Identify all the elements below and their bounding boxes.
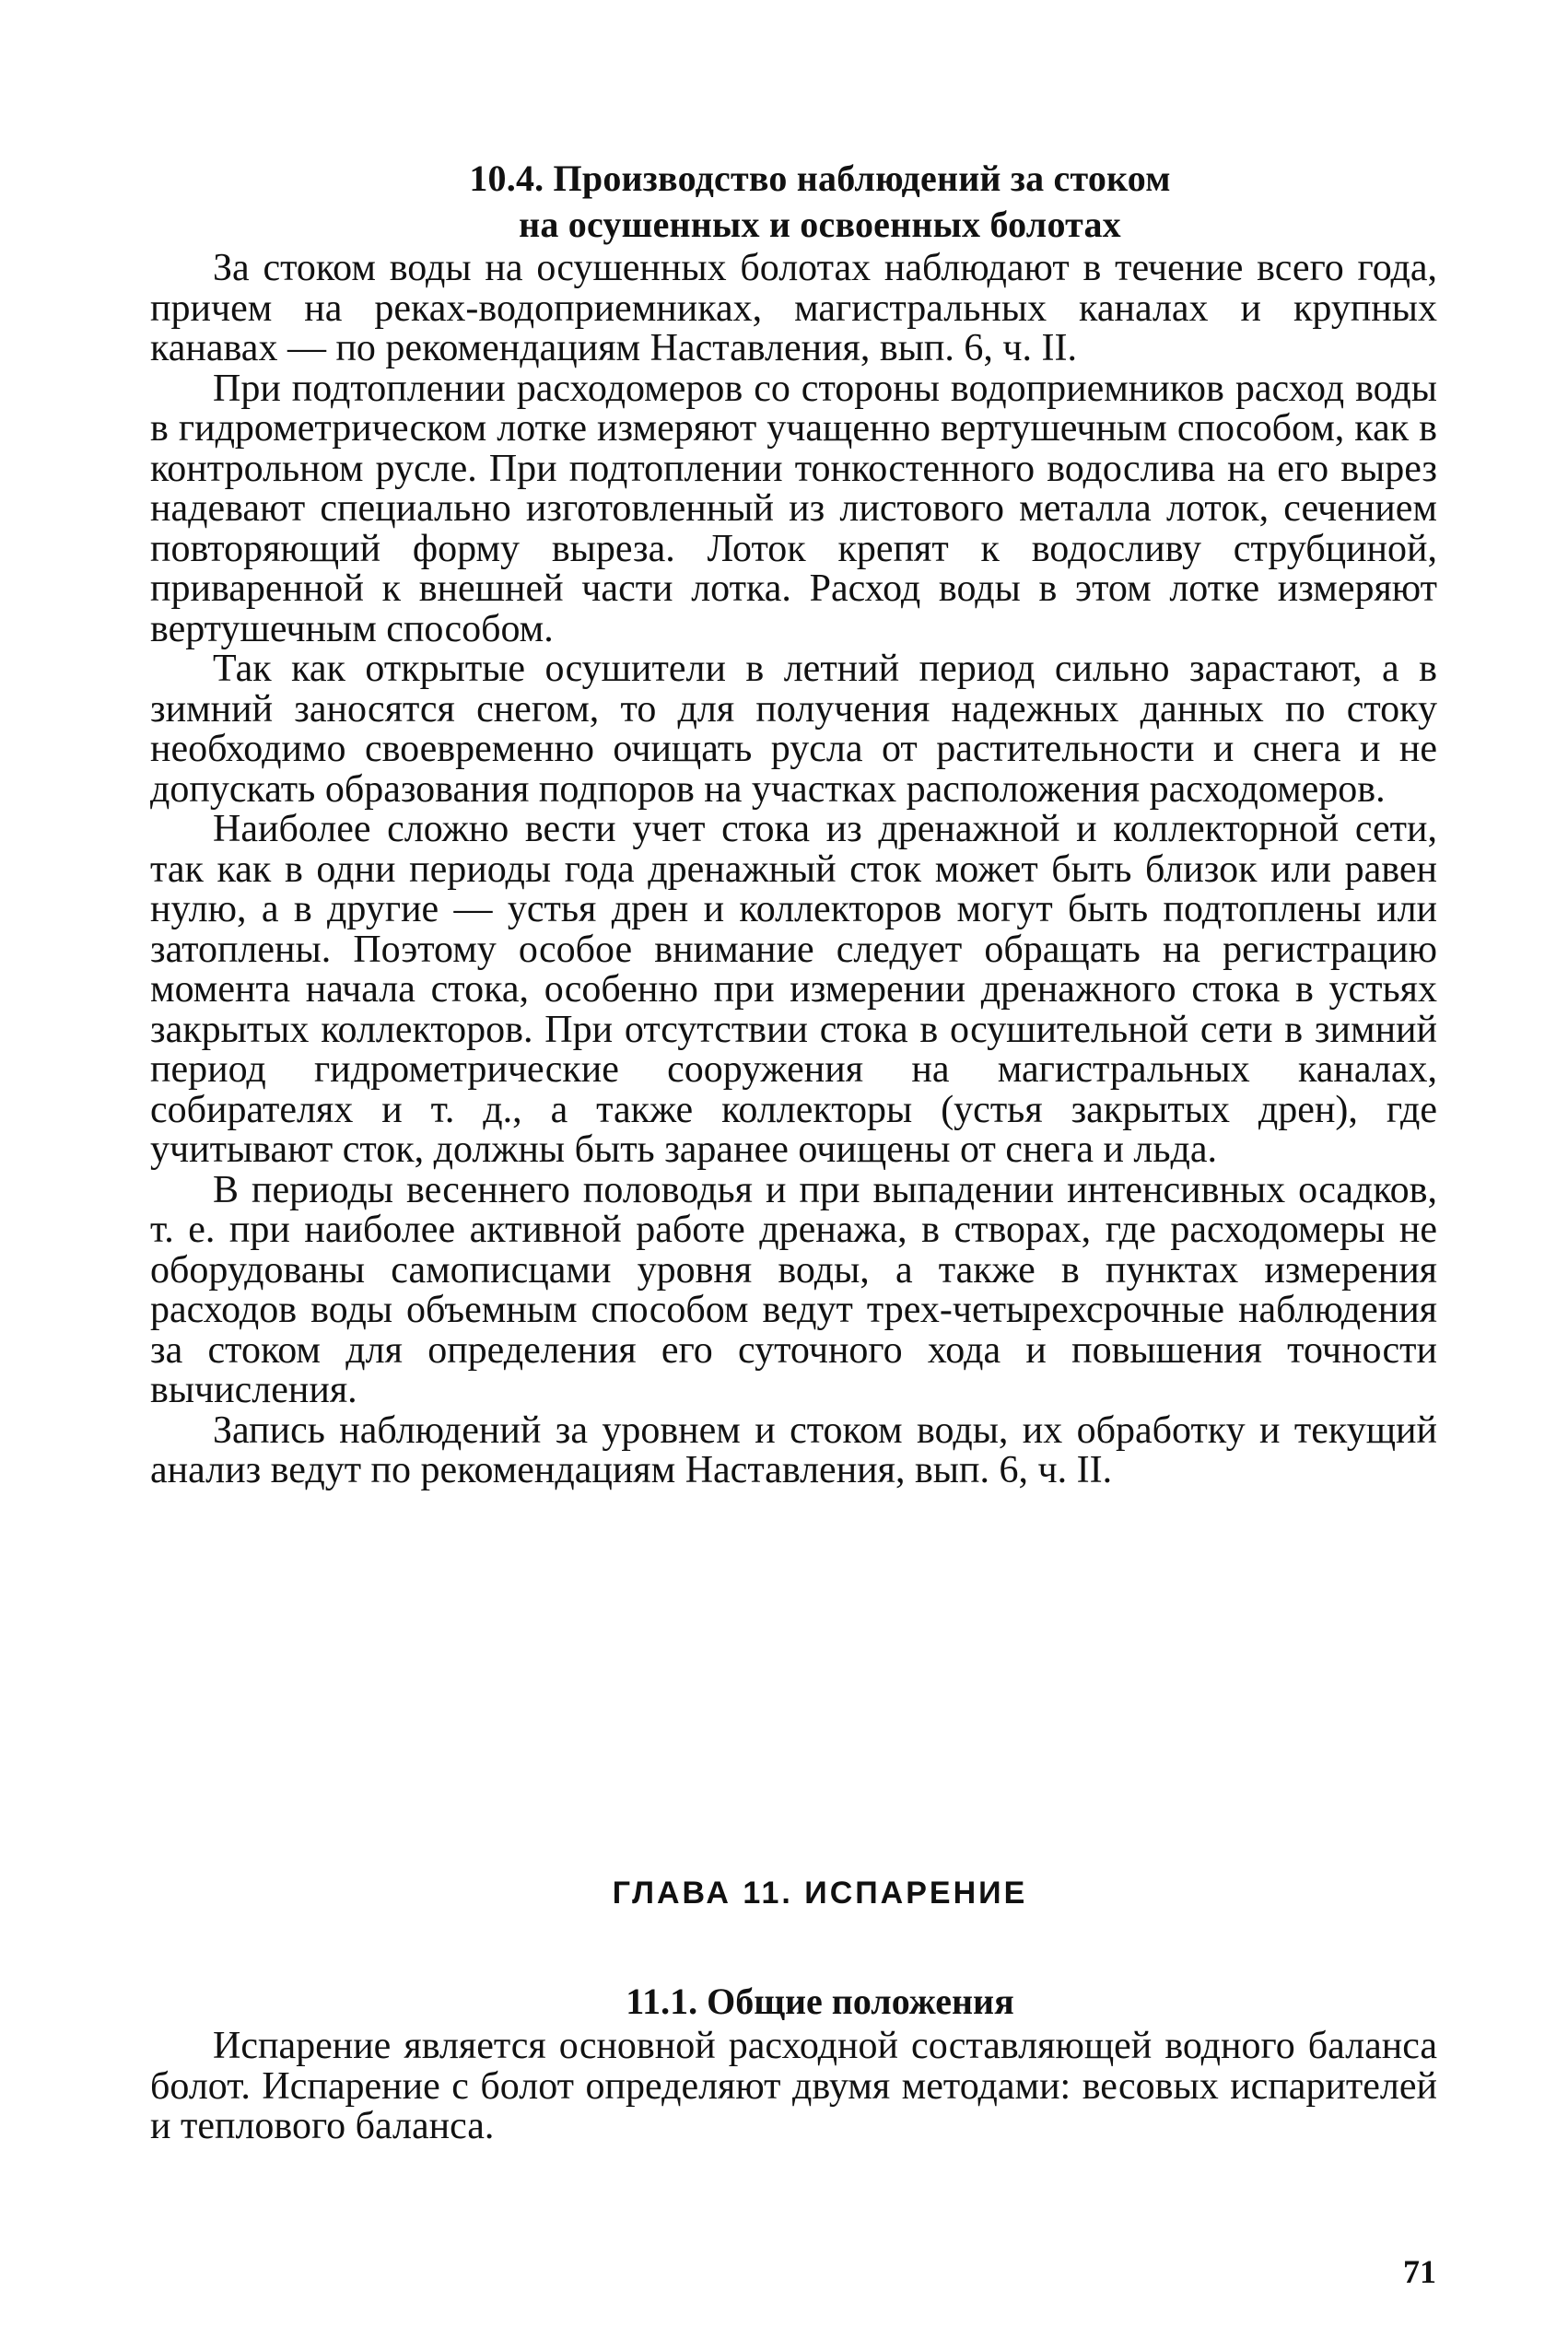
- paragraph-evaporation: Испарение является основной расходной составляющей водного баланса болот. Испарение с болот определяют двумя методами: весовых испарителей и теплового баланса.: [150, 2025, 1437, 2147]
- section-title-line-1: 10.4. Производство наблюдений за стоком: [469, 158, 1171, 200]
- section-title: [207, 156, 1433, 248]
- section-title-line-2: на осушенных и освоенных болотах: [519, 204, 1121, 246]
- subsection-title: 11.1. Общие положения: [626, 1981, 1014, 2022]
- paragraph-runoff-year: За стоком воды на осушенных болотах наблюдают в течение всего года, причем на реках-водоприемниках, магистральных каналах и крупных канавах — по рекомендациям Наставления, вып. 6, ч. II.: [150, 247, 1437, 369]
- subsection-body: [150, 2027, 1437, 2147]
- paragraph-overgrowth: Так как открытые осушители в летний период сильно зарастают, а в зимний заносятся снегом, то для получения надежных данных по стоку необходимо своевременно очищать русла от растительности и снега и не допускать образования подпоров на участках расположения расходомеров.: [150, 648, 1437, 811]
- paragraph-flooding-meters: При подтоплении расходомеров со стороны водоприемников расход воды в гидрометрическом лотке измеряют учащенно вертушечным способом, как в контрольном русле. При подтоплении тонкостенного водослива на его вырез надевают специально изготовленный из листового металла лоток, сечением повторяющий форму выреза. Лоток крепят к водосливу струбциной, приваренной к внешней части лотка. Расход воды в этом лотке измеряют вертушечным способом.: [150, 367, 1437, 650]
- section-body: [150, 249, 1437, 1491]
- chapter-title: ГЛАВА 11. ИСПАРЕНИЕ: [612, 1876, 1028, 1911]
- page-number: 71: [1403, 2253, 1436, 2290]
- paragraph-drainage-network: Наиболее сложно вести учет стока из дренажной и коллекторной сети, так как в одни периоды года дренажный сток может быть близок или равен нулю, а в другие — устья дрен и коллекторов могут быть подтоплены или затоплены. Поэтому особое внимание следует обращать на регистрацию момента начала стока, особенно при измерении дренажного стока в устьях закрытых коллекторов. При отсутствии стока в осушительной сети в зимний период гидрометрические сооружения на магистральных каналах, собирателях и т. д., а также коллекторы (устья закрытых дрен), где учитывают сток, должны быть заранее очищены от снега и льда.: [150, 808, 1437, 1171]
- paragraph-flood-periods: В периоды весеннего половодья и при выпадении интенсивных осадков, т. е. при наиболее активной работе дренажа, в створах, где расходомеры не оборудованы самописцами уровня воды, а также в пунктах измерения расходов воды объемным способом ведут трех-четырехсрочные наблюдения за стоком для определения его суточного хода и повышения точности вычисления.: [150, 1168, 1437, 1411]
- paragraph-records: Запись наблюдений за уровнем и стоком воды, их обработку и текущий анализ ведут по рекомендациям Наставления, вып. 6, ч. II.: [150, 1408, 1437, 1491]
